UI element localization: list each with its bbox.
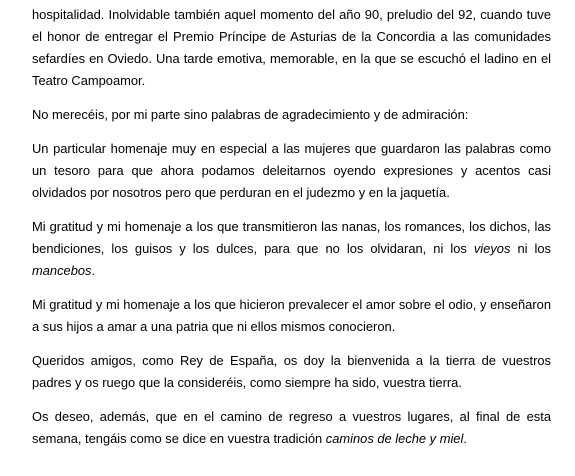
paragraph-text: . bbox=[463, 431, 467, 446]
paragraph-2 bbox=[32, 104, 551, 126]
paragraph-text: . bbox=[91, 263, 96, 278]
paragraph-1 bbox=[32, 4, 551, 92]
italic-word: mancebos bbox=[32, 263, 92, 278]
paragraph-6 bbox=[32, 350, 551, 394]
paragraph-text: ni los bbox=[510, 241, 551, 256]
paragraph-text: Un particular homenaje muy en especial a las mujeres que guardaron las palabras como un tesoro para que ahora podamos deleitarnos oyendo expresiones y acentos casi olvidados por nosotros pero que perduran en el judezmo y en la jaquetía. bbox=[32, 141, 551, 200]
italic-phrase: caminos de leche y miel bbox=[325, 431, 464, 446]
paragraph-text: Mi gratitud y mi homenaje a los que hicieron prevalecer el amor sobre el odio, y enseñaron a sus hijos a amar a una patria que ni ellos mismos conocieron. bbox=[32, 297, 551, 334]
document-page bbox=[32, 4, 551, 462]
paragraph-7 bbox=[32, 406, 551, 450]
paragraph-text: hospitalidad. Inolvidable también aquel momento del año 90, preludio del 92, cuando tuve el honor de entregar el Premio Príncipe de Asturias de la Concordia a las comunidades sefardíes en Oviedo. Una tarde emotiva, memorable, en la que se escuchó el ladino en el Teatro Campoamor. bbox=[32, 7, 551, 88]
paragraph-text: Os deseo, además, que en el camino de regreso a vuestros lugares, al final de esta semana, tengáis como se dice en vuestra tradición bbox=[32, 409, 551, 446]
paragraph-text: Queridos amigos, como Rey de España, os doy la bienvenida a la tierra de vuestros padres y os ruego que la consideréis, como siempre ha sido, vuestra tierra. bbox=[32, 353, 551, 390]
paragraph-5 bbox=[32, 294, 551, 338]
italic-word: vieyos bbox=[473, 241, 511, 256]
paragraph-3 bbox=[32, 138, 551, 204]
paragraph-text: Mi gratitud y mi homenaje a los que transmitieron las nanas, los romances, los dichos, las bendiciones, los guisos y los dulces, para que no los olvidaran, ni los bbox=[32, 219, 551, 256]
paragraph-text: No merecéis, por mi parte sino palabras de agradecimiento y de admiración: bbox=[32, 107, 469, 122]
paragraph-4 bbox=[32, 216, 551, 282]
